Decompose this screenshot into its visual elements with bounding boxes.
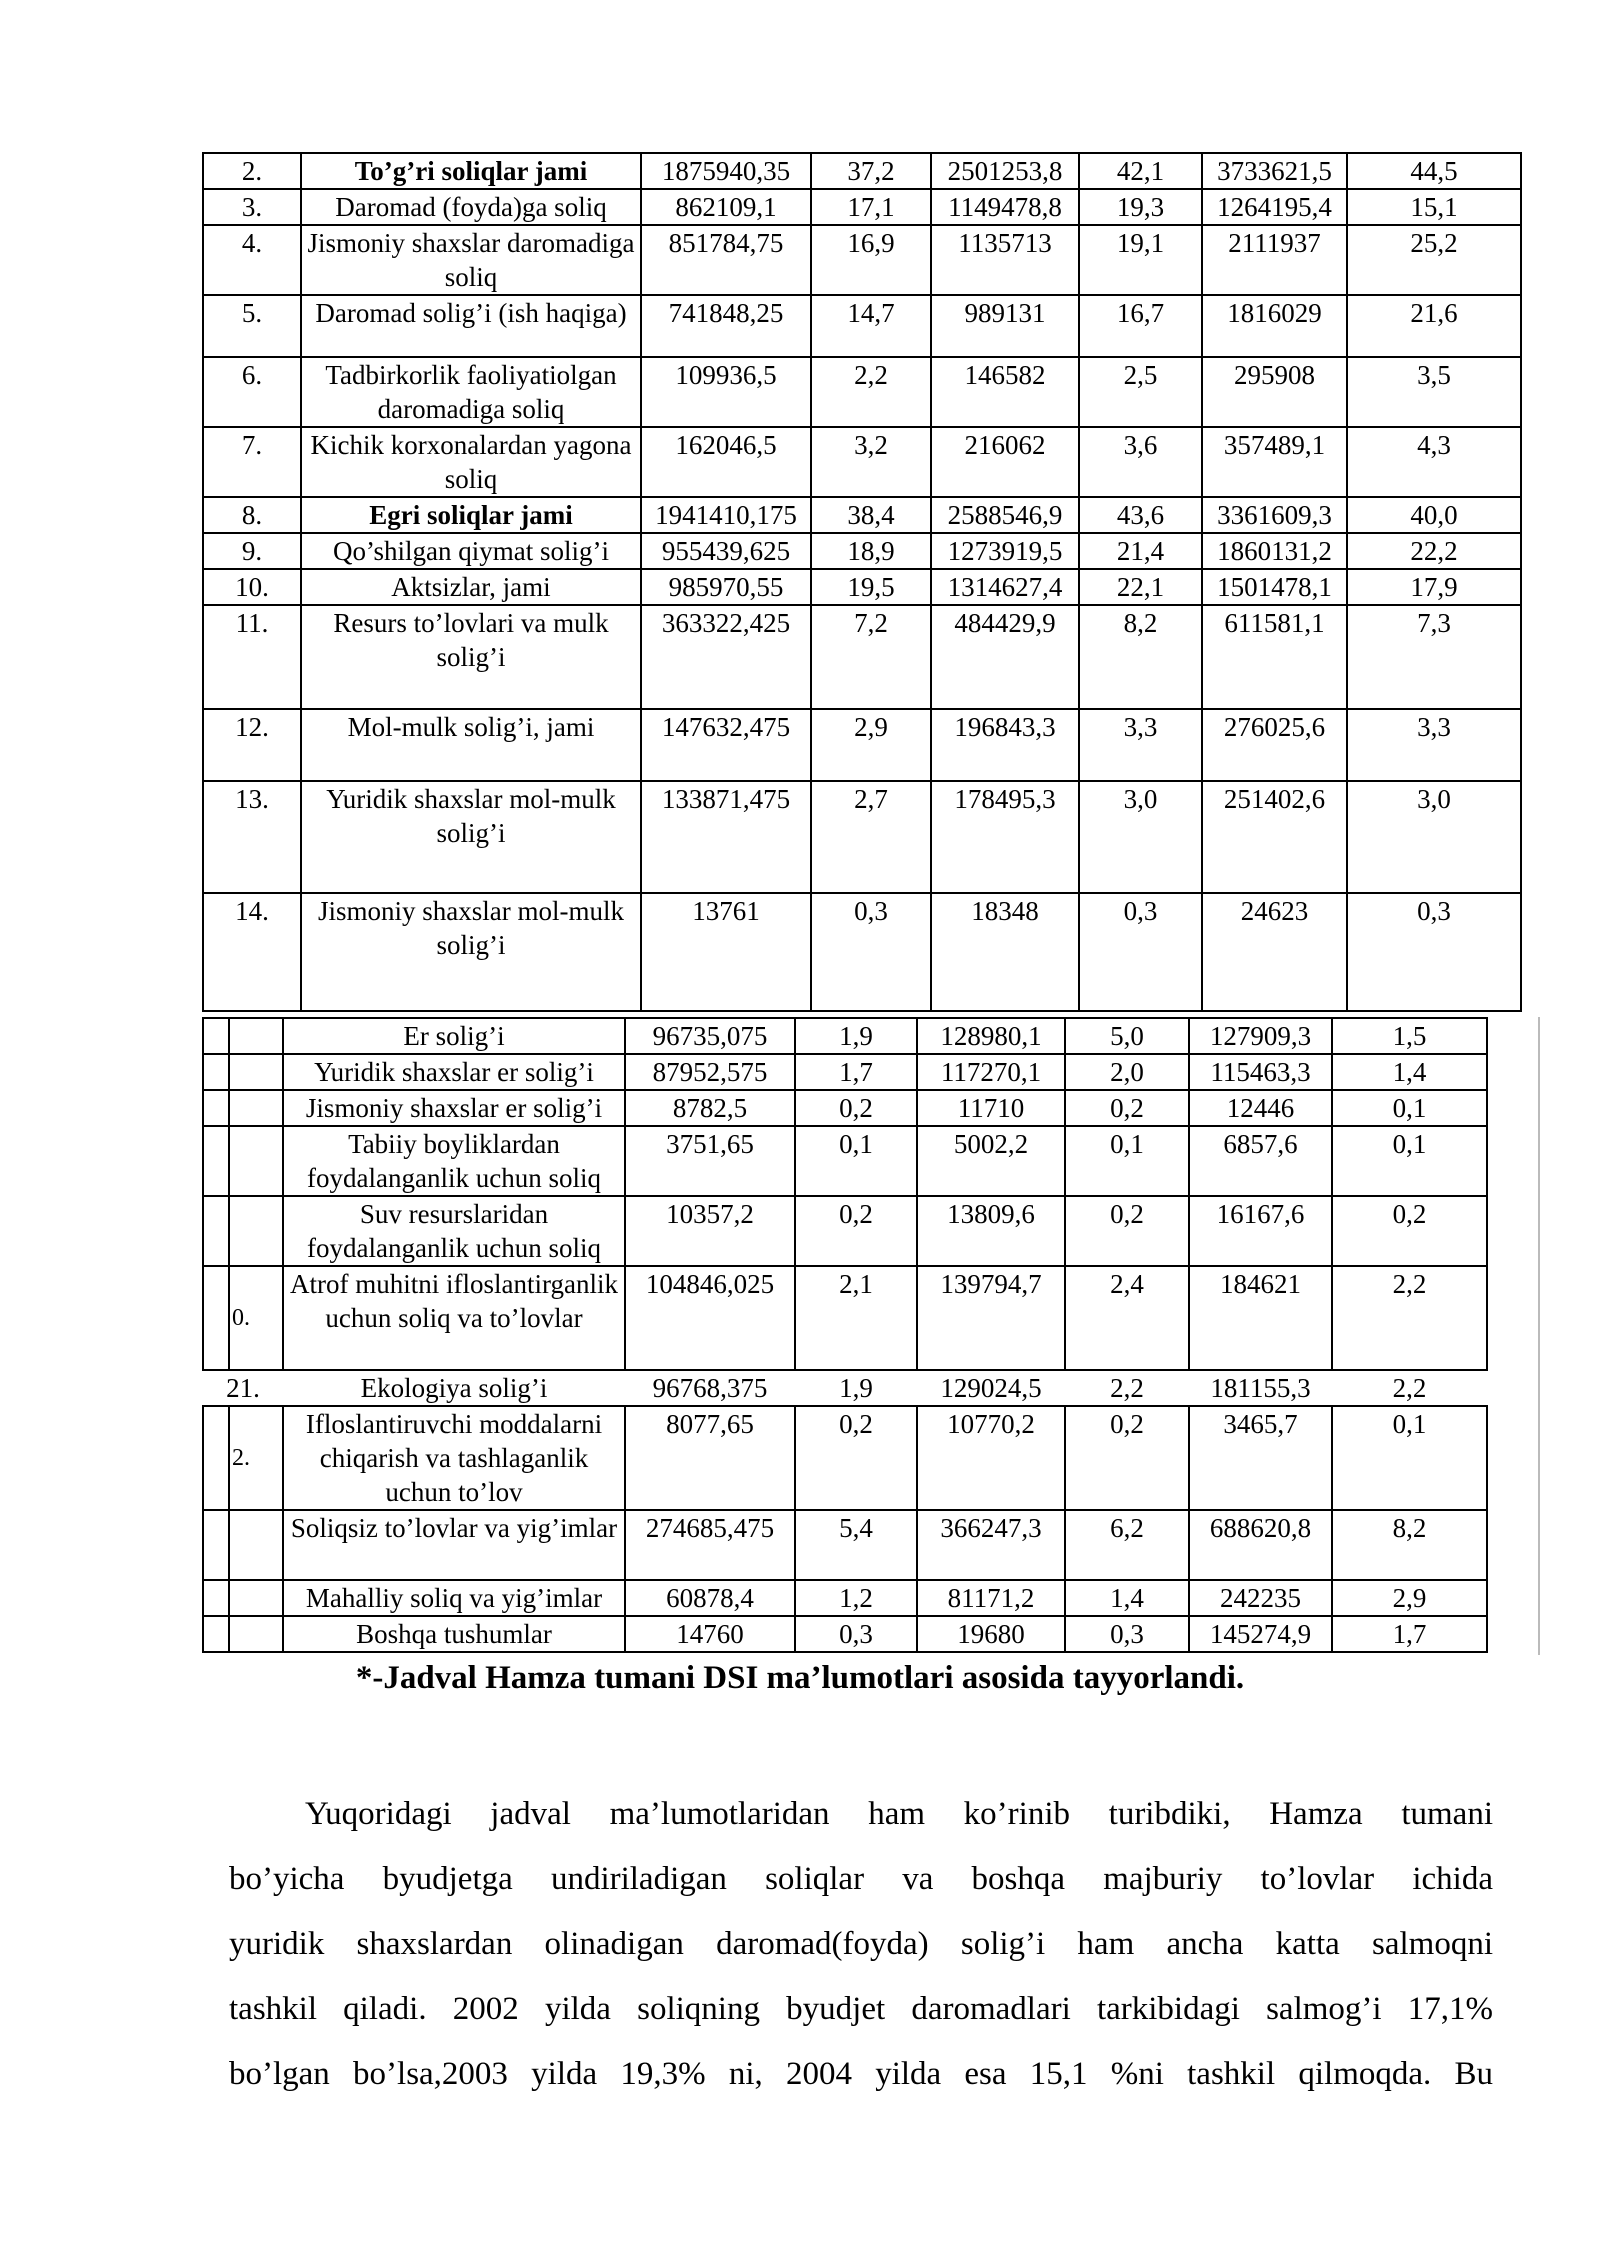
value-cell: 989131 [931, 295, 1079, 357]
row-number-cell [229, 1090, 283, 1126]
row-label-cell: Atrof muhitni ifloslantirganlik uchun soliq va to’lovlar [283, 1266, 625, 1370]
value-cell: 11710 [917, 1090, 1065, 1126]
value-cell: 274685,475 [625, 1510, 795, 1580]
row-label-cell: Tabiiy boyliklardan foydalanganlik uchun soliq [283, 1126, 625, 1196]
value-cell: 216062 [931, 427, 1079, 497]
row-number-cell [229, 1126, 283, 1196]
value-cell: 3465,7 [1189, 1406, 1332, 1510]
value-cell: 851784,75 [641, 225, 811, 295]
value-cell: 10770,2 [917, 1406, 1065, 1510]
value-cell: 2,7 [811, 781, 931, 893]
table-row [203, 1510, 1487, 1580]
tax-table-top [202, 152, 1522, 1012]
value-cell: 0,1 [1065, 1126, 1189, 1196]
row-label-cell: Ifloslantiruvchi moddalarni chiqarish va tashlaganlik uchun to’lov [283, 1406, 625, 1510]
value-cell: 87952,575 [625, 1054, 795, 1090]
row-label-cell: Tadbirkorlik faoliyatiolgan daromadiga soliq [301, 357, 641, 427]
row-label-cell: Aktsizlar, jami [301, 569, 641, 605]
value-cell: 8,2 [1332, 1510, 1487, 1580]
value-cell: 2588546,9 [931, 497, 1079, 533]
row-number-cell: 8. [203, 497, 301, 533]
value-cell: 0,1 [1332, 1406, 1487, 1510]
value-cell: 7,3 [1347, 605, 1521, 709]
table-row [203, 1018, 1487, 1054]
value-cell: 3733621,5 [1202, 153, 1347, 189]
value-cell: 0,3 [1065, 1616, 1189, 1652]
value-cell: 42,1 [1079, 153, 1202, 189]
value-cell: 139794,7 [917, 1266, 1065, 1370]
row-label-cell: Boshqa tushumlar [283, 1616, 625, 1652]
value-cell: 5,0 [1065, 1018, 1189, 1054]
row-label-cell: Suv resurslaridan foydalanganlik uchun soliq [283, 1196, 625, 1266]
value-cell: 3751,65 [625, 1126, 795, 1196]
table-row [203, 427, 1521, 497]
table-row [203, 1266, 1487, 1370]
row-label-cell: Qo’shilgan qiymat solig’i [301, 533, 641, 569]
row-number-cell: 6. [203, 357, 301, 427]
value-cell: 22,1 [1079, 569, 1202, 605]
value-cell: 1,5 [1332, 1018, 1487, 1054]
row-number-cell: 11. [203, 605, 301, 709]
value-cell: 955439,625 [641, 533, 811, 569]
value-cell: 1135713 [931, 225, 1079, 295]
table-row [203, 709, 1521, 781]
row-label-cell: Jismoniy shaxslar daromadiga soliq [301, 225, 641, 295]
table-row [203, 1406, 1487, 1510]
value-cell: 1,4 [1332, 1054, 1487, 1090]
row-label-cell: Egri soliqlar jami [301, 497, 641, 533]
value-cell: 16167,6 [1189, 1196, 1332, 1266]
value-cell: 19,5 [811, 569, 931, 605]
value-cell: 1264195,4 [1202, 189, 1347, 225]
value-cell: 363322,425 [641, 605, 811, 709]
table-row [203, 357, 1521, 427]
table-caption: *-Jadval Hamza tumani DSI ma’lumotlari asosida tayyorlandi. [355, 1660, 1245, 1696]
value-cell: 0,2 [795, 1196, 917, 1266]
value-cell: 7,2 [811, 605, 931, 709]
table-row [203, 189, 1521, 225]
row-label-cell: Er solig’i [283, 1018, 625, 1054]
value-cell: 1,2 [795, 1580, 917, 1616]
value-cell: 13761 [641, 893, 811, 1011]
value-cell: 22,2 [1347, 533, 1521, 569]
value-cell: 1149478,8 [931, 189, 1079, 225]
row-number-cell [229, 1580, 283, 1616]
value-cell: 741848,25 [641, 295, 811, 357]
value-cell: 96735,075 [625, 1018, 795, 1054]
value-cell: 129024,5 [917, 1370, 1065, 1406]
value-cell: 0,2 [1332, 1196, 1487, 1266]
value-cell: 196843,3 [931, 709, 1079, 781]
value-cell: 1,9 [795, 1018, 917, 1054]
value-cell: 0,1 [1332, 1126, 1487, 1196]
row-label-cell: Daromad solig’i (ish haqiga) [301, 295, 641, 357]
paragraph-line: yuridik shaxslardan olinadigan daromad(foyda) solig’i ham ancha katta salmoqni [229, 1926, 1493, 1962]
value-cell: 15,1 [1347, 189, 1521, 225]
value-cell: 0,3 [1079, 893, 1202, 1011]
value-cell: 25,2 [1347, 225, 1521, 295]
value-cell: 0,2 [1065, 1090, 1189, 1126]
table-row [203, 1580, 1487, 1616]
value-cell: 181155,3 [1189, 1370, 1332, 1406]
value-cell: 3,2 [811, 427, 931, 497]
row-number-cell: 9. [203, 533, 301, 569]
value-cell: 145274,9 [1189, 1616, 1332, 1652]
value-cell: 2,2 [1332, 1266, 1487, 1370]
value-cell: 10357,2 [625, 1196, 795, 1266]
row-number-spacer [203, 1616, 229, 1652]
value-cell: 2,2 [1332, 1370, 1487, 1406]
value-cell: 4,3 [1347, 427, 1521, 497]
value-cell: 0,1 [1332, 1090, 1487, 1126]
value-cell: 484429,9 [931, 605, 1079, 709]
value-cell: 117270,1 [917, 1054, 1065, 1090]
row-label-cell: Jismoniy shaxslar mol-mulk solig’i [301, 893, 641, 1011]
value-cell: 862109,1 [641, 189, 811, 225]
table-row [203, 781, 1521, 893]
value-cell: 3,0 [1079, 781, 1202, 893]
value-cell: 133871,475 [641, 781, 811, 893]
right-edge-line [1538, 1017, 1540, 1655]
value-cell: 18348 [931, 893, 1079, 1011]
value-cell: 17,1 [811, 189, 931, 225]
tax-table-bottom [202, 1017, 1488, 1653]
value-cell: 1501478,1 [1202, 569, 1347, 605]
row-label-cell: Ekologiya solig’i [283, 1370, 625, 1406]
value-cell: 3,0 [1347, 781, 1521, 893]
table-row [203, 605, 1521, 709]
value-cell: 276025,6 [1202, 709, 1347, 781]
value-cell: 1273919,5 [931, 533, 1079, 569]
value-cell: 21,6 [1347, 295, 1521, 357]
value-cell: 178495,3 [931, 781, 1079, 893]
value-cell: 14760 [625, 1616, 795, 1652]
value-cell: 242235 [1189, 1580, 1332, 1616]
value-cell: 688620,8 [1189, 1510, 1332, 1580]
value-cell: 128980,1 [917, 1018, 1065, 1054]
row-number-cell: 2. [203, 153, 301, 189]
row-number-spacer [203, 1018, 229, 1054]
row-number-cell [229, 1018, 283, 1054]
table-row [203, 1370, 1487, 1406]
row-number-spacer [203, 1090, 229, 1126]
value-cell: 24623 [1202, 893, 1347, 1011]
row-number-cell: 2. [229, 1406, 283, 1510]
row-number-cell: 10. [203, 569, 301, 605]
row-number-cell: 12. [203, 709, 301, 781]
value-cell: 1860131,2 [1202, 533, 1347, 569]
value-cell: 2,2 [811, 357, 931, 427]
row-number-cell: 7. [203, 427, 301, 497]
row-number-spacer [203, 1196, 229, 1266]
value-cell: 0,2 [795, 1090, 917, 1126]
value-cell: 12446 [1189, 1090, 1332, 1126]
row-number-cell [229, 1196, 283, 1266]
value-cell: 60878,4 [625, 1580, 795, 1616]
table-row [203, 569, 1521, 605]
value-cell: 985970,55 [641, 569, 811, 605]
row-number-cell: 5. [203, 295, 301, 357]
value-cell: 1314627,4 [931, 569, 1079, 605]
row-number-cell: 14. [203, 893, 301, 1011]
table-row [203, 497, 1521, 533]
row-number-cell [229, 1054, 283, 1090]
value-cell: 1,7 [1332, 1616, 1487, 1652]
table-row [203, 1196, 1487, 1266]
value-cell: 146582 [931, 357, 1079, 427]
value-cell: 5,4 [795, 1510, 917, 1580]
table-row [203, 225, 1521, 295]
value-cell: 357489,1 [1202, 427, 1347, 497]
body-paragraph [229, 1782, 1493, 2107]
row-number-spacer [203, 1510, 229, 1580]
value-cell: 3,3 [1079, 709, 1202, 781]
value-cell: 19,3 [1079, 189, 1202, 225]
value-cell: 162046,5 [641, 427, 811, 497]
row-label-cell: Yuridik shaxslar mol-mulk solig’i [301, 781, 641, 893]
value-cell: 0,3 [811, 893, 931, 1011]
value-cell: 3,5 [1347, 357, 1521, 427]
row-number-cell [229, 1616, 283, 1652]
row-label-cell: Yuridik shaxslar er solig’i [283, 1054, 625, 1090]
row-number-spacer [203, 1266, 229, 1370]
value-cell: 0,3 [795, 1616, 917, 1652]
value-cell: 43,6 [1079, 497, 1202, 533]
value-cell: 104846,025 [625, 1266, 795, 1370]
row-number-cell: 13. [203, 781, 301, 893]
table-row [203, 1090, 1487, 1126]
row-label-cell: Mahalliy soliq va yig’imlar [283, 1580, 625, 1616]
value-cell: 147632,475 [641, 709, 811, 781]
value-cell: 8,2 [1079, 605, 1202, 709]
value-cell: 16,7 [1079, 295, 1202, 357]
value-cell: 19680 [917, 1616, 1065, 1652]
value-cell: 0,1 [795, 1126, 917, 1196]
row-label-cell: To’g’ri soliqlar jami [301, 153, 641, 189]
value-cell: 127909,3 [1189, 1018, 1332, 1054]
value-cell: 611581,1 [1202, 605, 1347, 709]
table-row [203, 1054, 1487, 1090]
row-number-cell [229, 1510, 283, 1580]
value-cell: 0,2 [1065, 1406, 1189, 1510]
row-number-cell: 21. [203, 1370, 283, 1406]
paragraph-line: tashkil qiladi. 2002 yilda soliqning byudjet daromadlari tarkibidagi salmog’i 17,1% [229, 1991, 1493, 2027]
value-cell: 81171,2 [917, 1580, 1065, 1616]
value-cell: 2,5 [1079, 357, 1202, 427]
value-cell: 2501253,8 [931, 153, 1079, 189]
row-number-spacer [203, 1126, 229, 1196]
paragraph-line: Yuqoridagi jadval ma’lumotlaridan ham ko’rinib turibdiki, Hamza tumani [305, 1796, 1493, 1832]
paragraph-line: bo’yicha byudjetga undiriladigan soliqlar va boshqa majburiy to’lovlar ichida [229, 1861, 1493, 1897]
value-cell: 1816029 [1202, 295, 1347, 357]
value-cell: 0,2 [795, 1406, 917, 1510]
value-cell: 251402,6 [1202, 781, 1347, 893]
value-cell: 3,6 [1079, 427, 1202, 497]
value-cell: 115463,3 [1189, 1054, 1332, 1090]
row-number-spacer [203, 1054, 229, 1090]
row-number-spacer [203, 1406, 229, 1510]
row-label-cell: Kichik korxonalardan yagona soliq [301, 427, 641, 497]
value-cell: 2,0 [1065, 1054, 1189, 1090]
value-cell: 184621 [1189, 1266, 1332, 1370]
value-cell: 3361609,3 [1202, 497, 1347, 533]
value-cell: 8782,5 [625, 1090, 795, 1126]
row-number-spacer [203, 1580, 229, 1616]
value-cell: 1941410,175 [641, 497, 811, 533]
row-label-cell: Soliqsiz to’lovlar va yig’imlar [283, 1510, 625, 1580]
value-cell: 16,9 [811, 225, 931, 295]
value-cell: 2,1 [795, 1266, 917, 1370]
value-cell: 13809,6 [917, 1196, 1065, 1266]
value-cell: 38,4 [811, 497, 931, 533]
value-cell: 18,9 [811, 533, 931, 569]
value-cell: 44,5 [1347, 153, 1521, 189]
value-cell: 1,4 [1065, 1580, 1189, 1616]
value-cell: 6,2 [1065, 1510, 1189, 1580]
value-cell: 366247,3 [917, 1510, 1065, 1580]
row-label-cell: Daromad (foyda)ga soliq [301, 189, 641, 225]
value-cell: 40,0 [1347, 497, 1521, 533]
value-cell: 6857,6 [1189, 1126, 1332, 1196]
value-cell: 5002,2 [917, 1126, 1065, 1196]
row-label-cell: Jismoniy shaxslar er solig’i [283, 1090, 625, 1126]
row-label-cell: Mol-mulk solig’i, jami [301, 709, 641, 781]
value-cell: 1,9 [795, 1370, 917, 1406]
value-cell: 2,9 [1332, 1580, 1487, 1616]
row-number-cell: 0. [229, 1266, 283, 1370]
table-row [203, 893, 1521, 1011]
value-cell: 37,2 [811, 153, 931, 189]
value-cell: 19,1 [1079, 225, 1202, 295]
value-cell: 2,4 [1065, 1266, 1189, 1370]
value-cell: 295908 [1202, 357, 1347, 427]
value-cell: 2111937 [1202, 225, 1347, 295]
value-cell: 0,3 [1347, 893, 1521, 1011]
table-row [203, 533, 1521, 569]
value-cell: 21,4 [1079, 533, 1202, 569]
row-label-cell: Resurs to’lovlari va mulk solig’i [301, 605, 641, 709]
row-number-cell: 3. [203, 189, 301, 225]
value-cell: 0,2 [1065, 1196, 1189, 1266]
table-row [203, 1126, 1487, 1196]
value-cell: 3,3 [1347, 709, 1521, 781]
value-cell: 2,2 [1065, 1370, 1189, 1406]
paragraph-line: bo’lgan bo’lsa,2003 yilda 19,3% ni, 2004 yilda esa 15,1 %ni tashkil qilmoqda. Bu [229, 2056, 1493, 2092]
row-number-cell: 4. [203, 225, 301, 295]
value-cell: 1,7 [795, 1054, 917, 1090]
value-cell: 2,9 [811, 709, 931, 781]
table-row [203, 1616, 1487, 1652]
value-cell: 14,7 [811, 295, 931, 357]
value-cell: 8077,65 [625, 1406, 795, 1510]
value-cell: 1875940,35 [641, 153, 811, 189]
table-row [203, 153, 1521, 189]
value-cell: 96768,375 [625, 1370, 795, 1406]
value-cell: 17,9 [1347, 569, 1521, 605]
value-cell: 109936,5 [641, 357, 811, 427]
table-row [203, 295, 1521, 357]
